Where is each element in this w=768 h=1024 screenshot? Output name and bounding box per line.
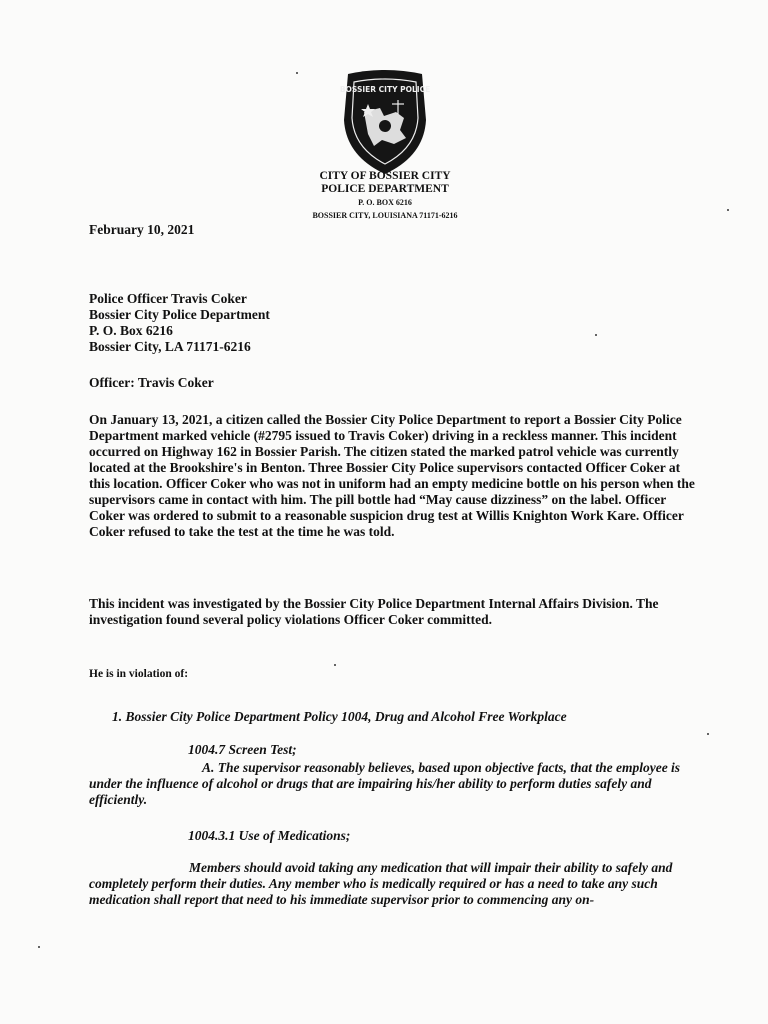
officer-line: Officer: Travis Coker (89, 375, 214, 390)
policy-heading-1004: 1. Bossier City Police Department Policy 1004, Drug and Alcohol Free Workplace (112, 709, 567, 724)
badge-text: BOSSIER CITY POLICE (340, 85, 430, 94)
recipient-department: Bossier City Police Department (89, 307, 270, 322)
medications-text: Members should avoid taking any medication that will impair their ability to safely and completely perform their duties. Any member who is medically required or has a need to take any such medication shall report that need to his immediate supervisor prior to commencing any on- (89, 860, 673, 907)
recipient-city-state-zip: Bossier City, LA 71171-6216 (89, 339, 251, 354)
scan-speck (595, 334, 597, 336)
recipient-address (89, 291, 270, 355)
scan-speck (727, 209, 729, 211)
letterhead (270, 170, 500, 222)
letterhead-city-state-zip: BOSSIER CITY, LOUISIANA 71171-6216 (312, 211, 458, 220)
screen-test-text: A. The supervisor reasonably believes, based upon objective facts, that the employee is under the influence of alcohol or drugs that are impairing his/her ability to perform duties safely and efficiently. (89, 760, 681, 807)
letterhead-po-box: P. O. BOX 6216 (358, 198, 412, 207)
recipient-po-box: P. O. Box 6216 (89, 323, 173, 338)
letter-date: February 10, 2021 (89, 222, 195, 237)
medications-title: 1004.3.1 Use of Medications; (188, 828, 351, 843)
incident-paragraph: On January 13, 2021, a citizen called the Bossier City Police Department to report a Bossier City Police Department marked vehicle (#2795 issued to Travis Coker) driving in a reckless manner. This incident occurred on Highway 162 in Bossier Parish. The citizen stated the marked patrol vehicle was currently located at the Brookshire's in Benton. Three Bossier City Police supervisors contacted Officer Coker at this location. Officer Coker who was not in uniform had an empty medicine bottle on his person when the supervisors came in contact with him. The pill bottle had “May cause dizziness” on the label. Officer Coker was ordered to submit to a reasonable suspicion drug test at Willis Knighton Work Kare. Officer Coker refused to take the test at the time he was told. (89, 412, 695, 539)
screen-test-title: 1004.7 Screen Test; (188, 742, 297, 757)
scan-speck (38, 946, 40, 948)
letterhead-department: POLICE DEPARTMENT (321, 183, 449, 195)
scan-speck (707, 733, 709, 735)
recipient-name: Police Officer Travis Coker (89, 291, 247, 306)
investigation-paragraph: This incident was investigated by the Bossier City Police Department Internal Affairs Division. The investigation found several policy violations Officer Coker committed. (89, 596, 659, 627)
scan-speck (296, 72, 298, 74)
scan-speck (334, 664, 336, 666)
violation-intro: He is in violation of: (89, 668, 189, 680)
letterhead-city: CITY OF BOSSIER CITY (319, 170, 451, 182)
police-badge-logo (340, 68, 430, 178)
